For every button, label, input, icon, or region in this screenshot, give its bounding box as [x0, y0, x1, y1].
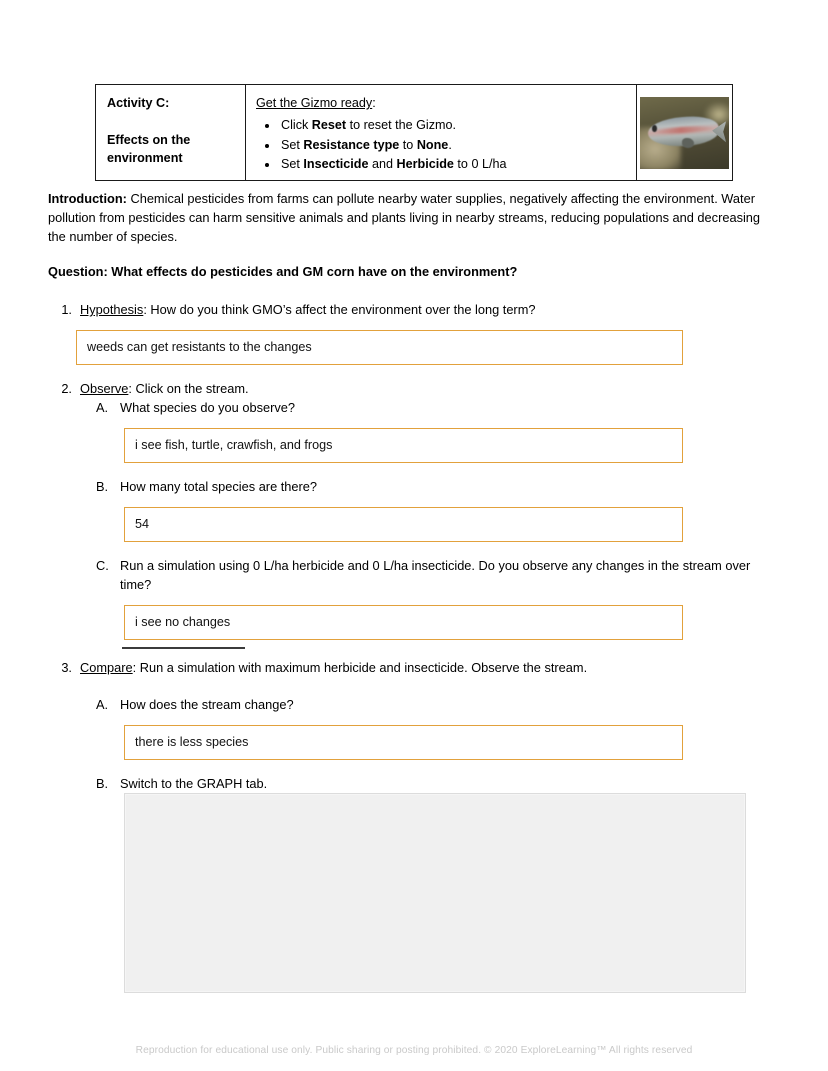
setup-step: • Click Reset to reset the Gizmo. [279, 116, 628, 134]
activity-title: Activity C: [107, 96, 170, 110]
answer-input-3a[interactable]: there is less species [124, 725, 683, 760]
answer-input-2c[interactable]: i see no changes [124, 605, 683, 640]
item-3-text [80, 659, 774, 678]
item-3-term: Compare [80, 660, 133, 675]
item-2a-letter: A. [96, 400, 109, 415]
gizmo-ready-colon: : [372, 96, 376, 110]
introduction-label: Introduction: [48, 191, 127, 206]
setup-step: • Set Resistance type to None. [279, 136, 628, 154]
activity-header-table [95, 84, 733, 181]
item-1-term: Hypothesis [80, 302, 144, 317]
item-1-text [80, 301, 774, 320]
item-3-number: 3. [61, 660, 72, 675]
item-2-term: Observe [80, 381, 129, 396]
item-2c-prompt: Run a simulation using 0 L/ha herbicide and 0 L/ha insecticide. Do you observe any changes in the stream over time? [120, 558, 751, 592]
item-3-prompt: : Run a simulation with maximum herbicide and insecticide. Observe the stream. [132, 660, 588, 675]
introduction-text: Chemical pesticides from farms can pollute nearby water supplies, negatively affecting the environment. Water pollution from pesticides can harm sensitive animals and plants living in nearby streams, reducing populations and decreasing the number of species. [48, 191, 761, 244]
item-1-hypothesis [52, 301, 774, 320]
item-2-observe [52, 380, 774, 399]
item-2b-letter: B. [96, 479, 109, 494]
item-3b-prompt: Switch to the GRAPH tab. [120, 776, 268, 791]
answer-input-1[interactable]: weeds can get resistants to the changes [76, 330, 683, 365]
gizmo-setup-cell [246, 85, 636, 180]
answer-input-2a[interactable]: i see fish, turtle, crawfish, and frogs [124, 428, 683, 463]
question-heading: Question: What effects do pesticides and GM corn have on the environment? [48, 264, 518, 279]
item-2b-prompt: How many total species are there? [120, 479, 318, 494]
activity-label-cell [96, 85, 246, 180]
item-3a-prompt-row [96, 696, 774, 715]
item-3-compare [52, 659, 774, 678]
fish-photo-icon [640, 97, 729, 169]
footer-copyright: Reproduction for educational use only. Public sharing or posting prohibited. © 2020 ExploreLearning™ All rights reserved [135, 1045, 693, 1056]
item-1-prompt: : How do you think GMO’s affect the environment over the long term? [143, 302, 536, 317]
item-1-number: 1. [61, 302, 72, 317]
item-3a-prompt: How does the stream change? [120, 697, 294, 712]
gizmo-ready-label: Get the Gizmo ready [256, 96, 373, 110]
item-3b-prompt-row [96, 775, 774, 794]
horizontal-rule [122, 647, 245, 649]
item-2b-prompt-row [96, 478, 774, 497]
item-2-text [80, 380, 774, 399]
gizmo-ready-heading [256, 94, 628, 112]
answer-input-2b[interactable]: 54 [124, 507, 683, 542]
item-2c-letter: C. [96, 558, 109, 573]
item-3b-letter: B. [96, 776, 109, 791]
item-2-prompt: : Click on the stream. [128, 381, 249, 396]
introduction-paragraph [48, 190, 770, 246]
item-2c-prompt-row [96, 557, 774, 594]
activity-image-cell [636, 85, 732, 180]
item-3a-letter: A. [96, 697, 109, 712]
item-2a-prompt: What species do you observe? [120, 400, 295, 415]
setup-step: • Set Insecticide and Herbicide to 0 L/ha [279, 155, 628, 173]
activity-subtitle: Effects on the environment [107, 132, 191, 165]
graph-image-placeholder[interactable] [124, 793, 746, 993]
item-2a-prompt-row [96, 399, 774, 418]
item-2-number: 2. [61, 381, 72, 396]
gizmo-setup-list [256, 116, 628, 173]
